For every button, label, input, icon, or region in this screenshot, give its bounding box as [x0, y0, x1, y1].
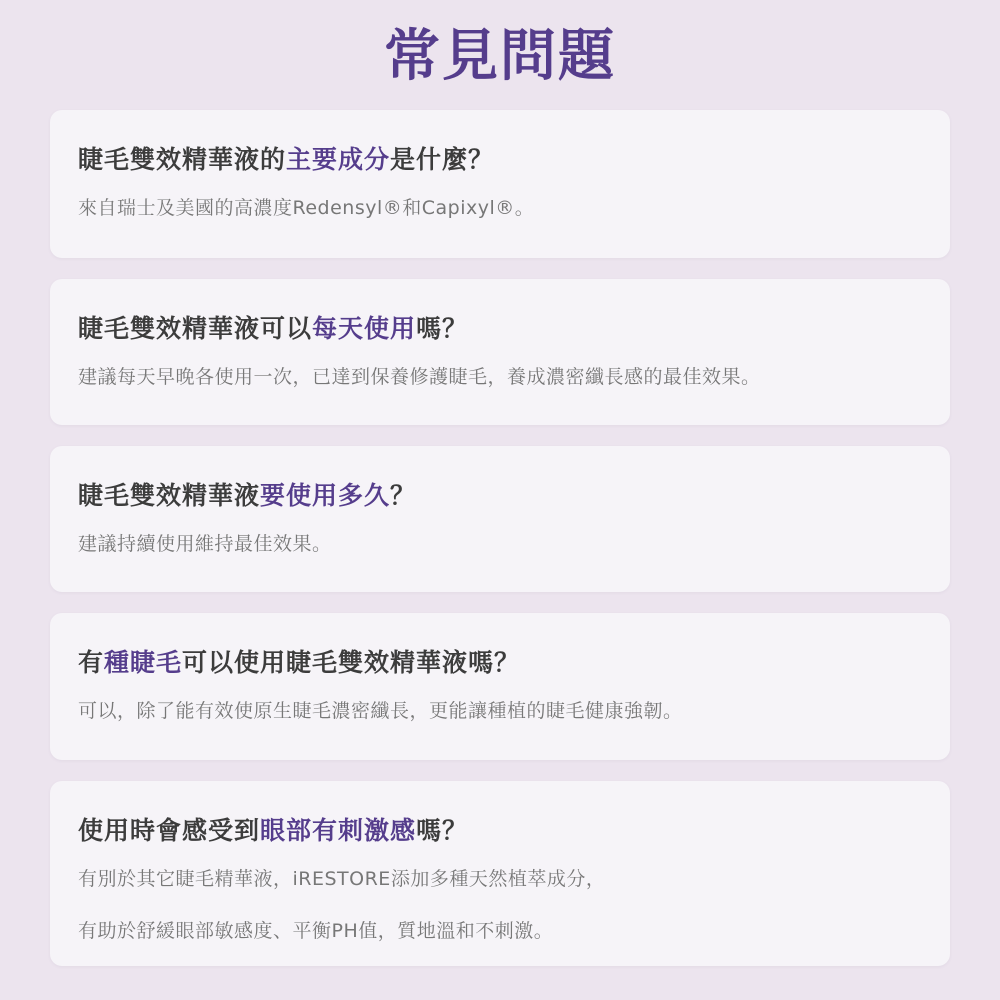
question-text: 睫毛雙效精華液的 [78, 145, 287, 174]
faq-answer: 建議每天早晚各使用一次，已達到保養修護睫毛，養成濃密纖長感的最佳效果。 [78, 366, 761, 388]
question-text: 睫毛雙效精華液 [78, 481, 261, 510]
question-text: 是什麼？ [390, 145, 495, 174]
faq-item-duration [50, 446, 950, 592]
question-text: 嗎？ [416, 314, 469, 343]
question-highlight: 每天使用 [312, 314, 417, 343]
question-highlight: 主要成分 [286, 145, 391, 174]
faq-question [78, 311, 468, 347]
faq-item-eye-irritation [50, 781, 950, 966]
question-text: 可以使用睫毛雙效精華液嗎？ [182, 648, 521, 677]
question-text: 睫毛雙效精華液可以 [78, 314, 313, 343]
question-text: 有 [78, 648, 105, 677]
faq-item-implanted-lashes [50, 613, 950, 760]
faq-question [78, 478, 416, 514]
faq-answer: 來自瑞士及美國的高濃度Redensyl®和Capixyl®。 [78, 197, 535, 219]
faq-question [78, 142, 494, 178]
faq-item-main-ingredients [50, 110, 950, 258]
question-highlight: 眼部有刺激感 [260, 816, 417, 845]
page-title: 常見問題 [384, 24, 616, 89]
question-highlight: 種睫毛 [104, 648, 183, 677]
question-text: 使用時會感受到 [78, 816, 261, 845]
question-text: 嗎？ [416, 816, 469, 845]
question-text: ？ [390, 481, 417, 510]
faq-item-daily-use [50, 279, 950, 425]
question-highlight: 要使用多久 [260, 481, 391, 510]
faq-answer: 可以，除了能有效使原生睫毛濃密纖長，更能讓種植的睫毛健康強韌。 [78, 700, 683, 722]
faq-question [78, 645, 520, 681]
faq-answer: 建議持續使用維持最佳效果。 [78, 533, 332, 555]
faq-answer: 有別於其它睫毛精華液，iRESTORE添加多種天然植萃成分， [78, 868, 606, 890]
faq-question [78, 813, 468, 849]
faq-answer-line-2: 有助於舒緩眼部敏感度、平衡PH值，質地溫和不刺激。 [78, 920, 554, 942]
